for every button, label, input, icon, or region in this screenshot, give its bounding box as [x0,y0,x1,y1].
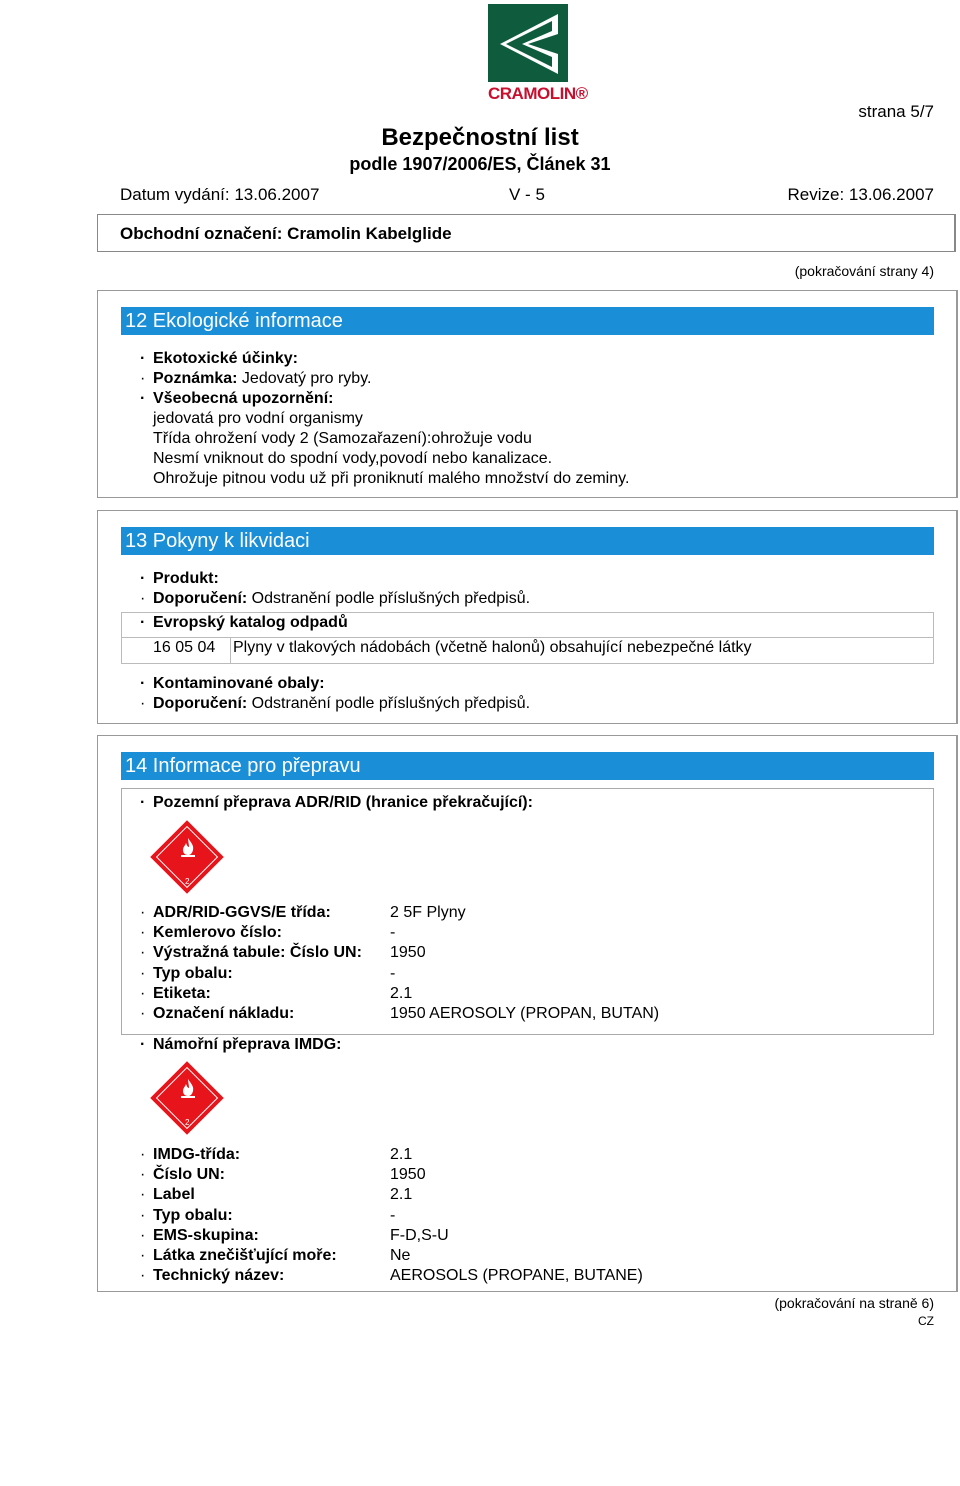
transport-row-value: - [390,1206,396,1224]
label-class-number: 2 [185,1118,190,1127]
issue-date: Datum vydání: 13.06.2007 [120,185,320,204]
transport-row-value: 1950 [390,944,426,962]
note-line: · Poznámka: Jedovatý pro ryby. [140,370,372,387]
transport-row: · Typ obalu: - [140,964,396,982]
transport-row: · EMS-skupina: F-D,S-U [140,1226,449,1244]
transport-row: · Technický název: AEROSOLS (PROPANE, BUTANE) [140,1267,643,1285]
section-12-heading: 12 Ekologické informace [121,307,934,335]
transport-row-value: 2 5F Plyny [390,904,466,921]
logo-emblem-icon [488,4,568,84]
transport-row-value: AEROSOLS (PROPANE, BUTANE) [390,1267,643,1285]
transport-row-value: 2.1 [390,1146,413,1163]
transport-row-key: Typ obalu: [153,1206,233,1224]
transport-row-key: Technický název: [153,1267,285,1285]
cramolin-logo [488,4,588,104]
trade-name: Obchodní označení: Cramolin Kabelglide [120,224,452,243]
transport-row-key: Etiketa: [153,984,211,1002]
document-title: Bezpečnostní list [381,124,579,151]
transport-row: · Výstražná tabule: Číslo UN: 1950 [140,944,426,962]
transport-row-key: ADR/RID-GGVS/E třída: [153,904,331,921]
continued-to: (pokračování na straně 6) [774,1295,934,1311]
transport-row-value: - [390,964,396,982]
transport-row-value: Ne [390,1247,411,1264]
continued-from: (pokračování strany 4) [794,263,934,279]
transport-row-key: Label [153,1186,195,1204]
transport-row-value: 2.1 [390,984,413,1002]
ecotox-label: · Ekotoxické účinky: [140,350,298,367]
general-label: · Všeobecná upozornění: [140,390,334,407]
transport-row-key: Typ obalu: [153,964,233,982]
label-class-number: 2 [185,877,190,886]
version: V - 5 [509,185,545,204]
waste-code-description: Plyny v tlakových nádobách (včetně halonů) obsahující nebezpečné látky [233,639,752,656]
transport-row-value: 2.1 [390,1186,413,1204]
waste-code: 16 05 04 [153,639,216,656]
sea-transport-label: · Námořní přeprava IMDG: [140,1036,342,1053]
transport-row: · Látka znečišťující moře: Ne [140,1247,411,1264]
eco-text-line: Třída ohrožení vody 2 (Samozařazení):ohrožuje vodu [153,430,532,447]
contaminated-packaging-label: · Kontaminované obaly: [140,675,325,692]
flame-icon [177,1077,199,1099]
eco-text-line: Nesmí vniknout do spodní vody,povodí nebo kanalizace. [153,450,553,467]
transport-row: · IMDG-třída: 2.1 [140,1146,413,1163]
eco-text-line: Ohrožuje pitnou vodu už při proniknutí malého množství do zeminy. [153,470,630,487]
recommendation-line: · Doporučení: Odstranění podle příslušných předpisů. [140,695,531,712]
transport-row-key: Označení nákladu: [153,1005,295,1022]
transport-row-key: Látka znečišťující moře: [153,1247,337,1264]
transport-row-value: 1950 [390,1166,426,1184]
language-code: CZ [918,1314,934,1328]
recommendation-line: · Doporučení: Odstranění podle příslušných předpisů. [140,590,531,607]
page-number: strana 5/7 [858,102,934,121]
transport-row-key: Číslo UN: [153,1166,225,1184]
waste-catalog-label: · Evropský katalog odpadů [140,614,348,631]
eco-text-line: jedovatá pro vodní organismy [153,410,363,427]
transport-row-key: IMDG-třída: [153,1146,241,1163]
transport-row: · ADR/RID-GGVS/E třída: 2 5F Plyny [140,904,466,921]
transport-row: · Označení nákladu: 1950 AEROSOLY (PROPAN, BUTAN) [140,1005,660,1022]
transport-row: · Kemlerovo číslo: - [140,924,396,942]
transport-row: · Typ obalu: - [140,1206,396,1224]
transport-row-value: F-D,S-U [390,1226,449,1244]
transport-row: · Číslo UN: 1950 [140,1166,426,1184]
transport-row-key: Kemlerovo číslo: [153,924,282,942]
flame-icon [177,836,199,858]
transport-row-value: - [390,924,396,942]
transport-row-key: Výstražná tabule: Číslo UN: [153,944,362,962]
product-label: · Produkt: [140,570,219,587]
document-subtitle: podle 1907/2006/ES, Článek 31 [349,154,611,174]
transport-row-key: EMS-skupina: [153,1226,259,1244]
transport-row-value: 1950 AEROSOLY (PROPAN, BUTAN) [390,1005,660,1022]
logo-text: CRAMOLIN® [488,84,588,103]
table-column-divider [230,637,231,663]
revision-date: Revize: 13.06.2007 [787,185,934,204]
transport-row: · Label 2.1 [140,1186,413,1204]
section-14-heading: 14 Informace pro přepravu [121,752,934,780]
section-13-heading: 13 Pokyny k likvidaci [121,527,934,555]
transport-row: · Etiketa: 2.1 [140,984,413,1002]
land-transport-label: · Pozemní přeprava ADR/RID (hranice překračující): [140,794,533,811]
